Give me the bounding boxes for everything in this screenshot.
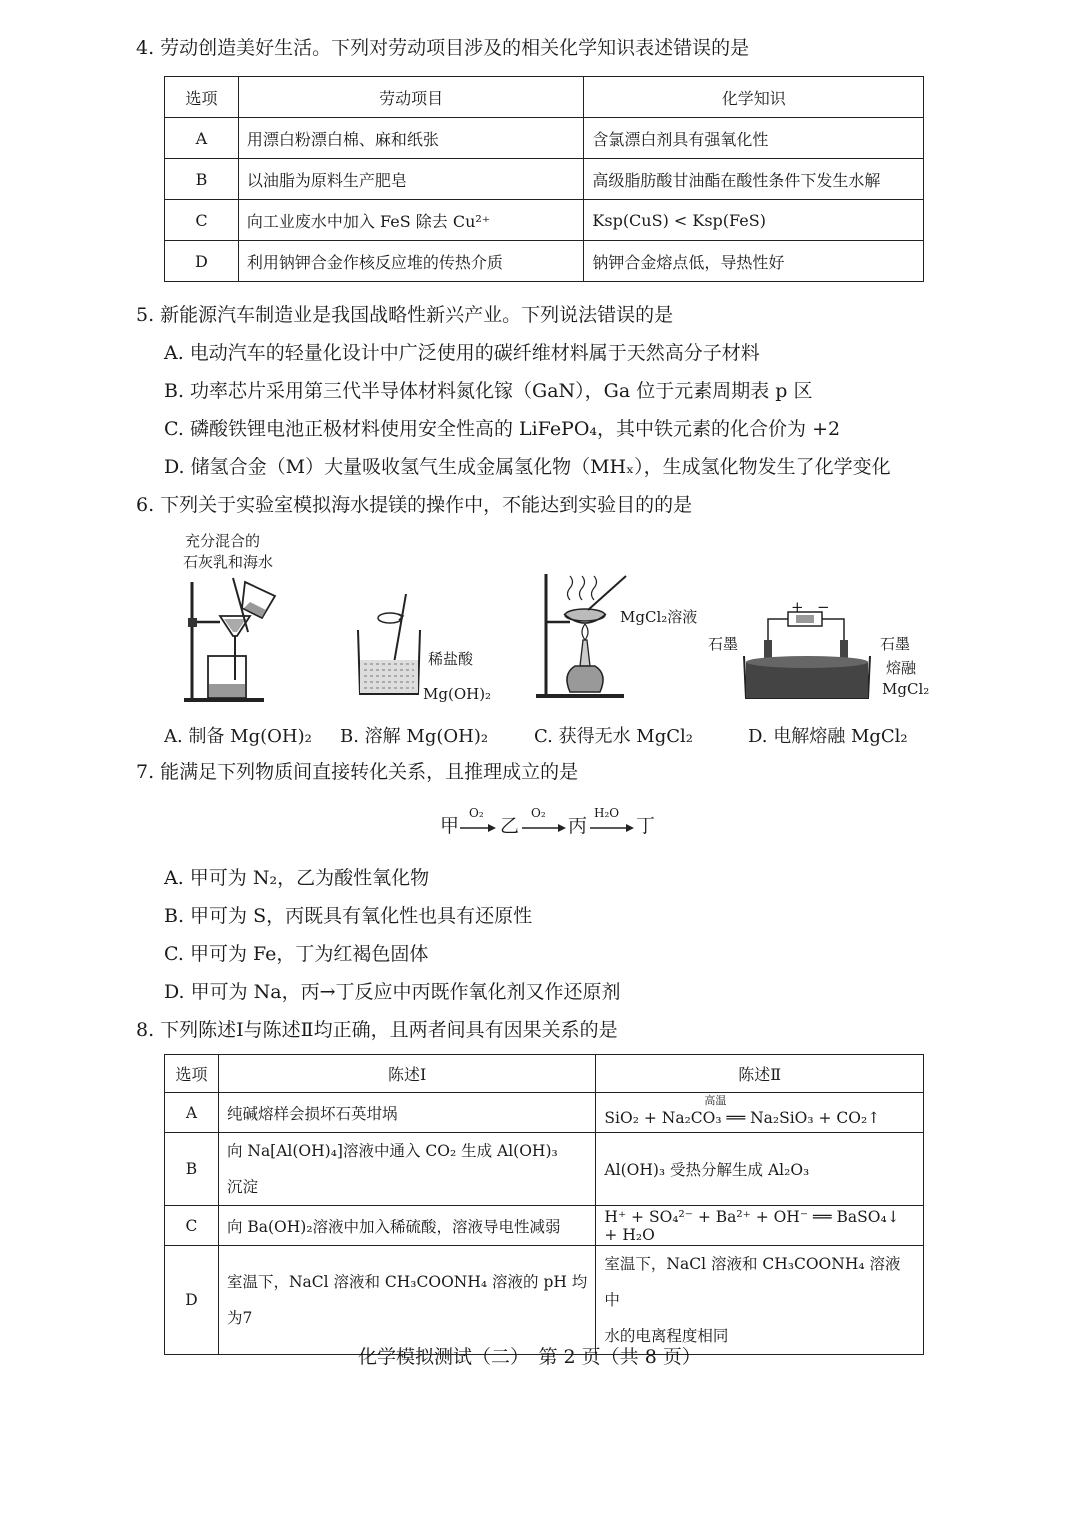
row-statement-1: 向 Ba(OH)₂溶液中加入稀硫酸，溶液导电性减弱 — [218, 1206, 595, 1246]
chain-r2: O₂ — [531, 806, 546, 820]
row-option: A — [165, 118, 239, 159]
row-option: C — [165, 200, 239, 241]
statement-line: 沉淀 — [226, 1178, 258, 1196]
q5-option-d: D. 储氢合金（M）大量吸收氢气生成金属氢化物（MHₓ），生成氢化物发生了化学变化 — [164, 456, 891, 478]
q6-caption-a: A. 制备 Mg(OH)₂ — [164, 726, 312, 747]
q6-caption-d: D. 电解熔融 MgCl₂ — [748, 726, 908, 747]
statement-line: 室温下，NaCl 溶液和 CH₃COONH₄ 溶液中 — [604, 1255, 901, 1309]
label-mgcl2-solution: MgCl₂溶液 — [620, 608, 698, 626]
q5-option-b: B. 功率芯片采用第三代半导体材料氮化镓（GaN），Ga 位于元素周期表 p 区 — [164, 380, 813, 402]
q7-option-a: A. 甲可为 N₂，乙为酸性氧化物 — [164, 867, 430, 889]
q4-table — [164, 76, 924, 282]
table-row — [165, 159, 924, 200]
header-knowledge: 化学知识 — [584, 77, 924, 118]
header-statement-2: 陈述Ⅱ — [596, 1055, 924, 1093]
chain-r1: O₂ — [469, 806, 484, 820]
label-positive-terminal: + — [791, 598, 804, 616]
q7-option-c: C. 甲可为 Fe，丁为红褐色固体 — [164, 943, 429, 965]
q6-stem: 6. 下列关于实验室模拟海水提镁的操作中，不能达到实验目的的是 — [136, 494, 693, 516]
table-row — [165, 241, 924, 282]
table-row — [165, 1133, 924, 1206]
q7-option-d: D. 甲可为 Na，丙→丁反应中丙既作氧化剂又作还原剂 — [164, 981, 621, 1003]
evaporation-apparatus-icon — [530, 570, 630, 700]
row-option: A — [165, 1093, 219, 1133]
statement-line: 向 Na[Al(OH)₄]溶液中通入 CO₂ 生成 Al(OH)₃ — [226, 1142, 558, 1160]
beaker-stirring-icon — [350, 590, 430, 710]
reaction-condition: 高温 — [704, 1094, 727, 1107]
equation: SiO₂ + Na₂CO₃ ══ Na₂SiO₃ + CO₂↑ — [604, 1108, 881, 1127]
chain-r3: H₂O — [594, 806, 620, 820]
q5-option-a: A. 电动汽车的轻量化设计中广泛使用的碳纤维材料属于天然高分子材料 — [164, 342, 760, 364]
table-row — [165, 200, 924, 241]
statement-line: 室温下，NaCl 溶液和 CH₃COONH₄ 溶液的 pH 均 — [226, 1273, 588, 1291]
label-negative-terminal: − — [817, 598, 830, 616]
header-option: 选项 — [165, 1055, 219, 1093]
q8-table — [164, 1054, 924, 1355]
label-graphite-left: 石墨 — [708, 635, 739, 653]
arrow-right-icon — [460, 824, 496, 832]
table-row — [165, 1206, 924, 1246]
statement-line: 为7 — [226, 1309, 253, 1327]
filtration-apparatus-icon — [180, 570, 290, 710]
statement-line: 水的电离程度相同 — [604, 1327, 729, 1345]
row-option: C — [165, 1206, 219, 1246]
q5-option-c: C. 磷酸铁锂电池正极材料使用安全性高的 LiFePO₄，其中铁元素的化合价为 +2 — [164, 418, 841, 440]
table-header-row — [165, 1055, 924, 1093]
table-header-row — [165, 77, 924, 118]
q6-caption-c: C. 获得无水 MgCl₂ — [534, 726, 693, 747]
table-row — [165, 1093, 924, 1133]
row-option: B — [165, 159, 239, 200]
electrolysis-cell-icon — [740, 598, 880, 703]
q4-stem: 4. 劳动创造美好生活。下列对劳动项目涉及的相关化学知识表述错误的是 — [136, 37, 750, 59]
q7-stem: 7. 能满足下列物质间直接转化关系，且推理成立的是 — [136, 761, 579, 783]
chain-a: 甲 — [440, 815, 460, 837]
label-mg-oh-2: Mg(OH)₂ — [423, 685, 492, 703]
arrow-right-icon — [522, 824, 566, 832]
row-statement-1 — [218, 1246, 595, 1355]
row-knowledge: Ksp(CuS) < Ksp(FeS) — [584, 200, 924, 241]
q7-option-b: B. 甲可为 S，丙既具有氧化性也具有还原性 — [164, 905, 533, 927]
page-footer: 化学模拟测试（二） 第 2 页（共 8 页） — [358, 1346, 701, 1368]
header-option: 选项 — [165, 77, 239, 118]
row-item: 用漂白粉漂白棉、麻和纸张 — [238, 118, 583, 159]
row-knowledge: 含氯漂白剂具有强氧化性 — [584, 118, 924, 159]
conversion-chain — [440, 806, 670, 846]
chain-b: 乙 — [500, 815, 520, 837]
q5-stem: 5. 新能源汽车制造业是我国战略性新兴产业。下列说法错误的是 — [136, 304, 674, 326]
row-knowledge: 高级脂肪酸甘油酯在酸性条件下发生水解 — [584, 159, 924, 200]
label-molten: 熔融 — [886, 659, 917, 677]
row-statement-1: 纯碱熔样会损坏石英坩埚 — [218, 1093, 595, 1133]
label-mix-2: 石灰乳和海水 — [183, 553, 274, 571]
row-statement-1 — [218, 1133, 595, 1206]
table-row — [165, 118, 924, 159]
row-statement-2: Al(OH)₃ 受热分解生成 Al₂O₃ — [596, 1133, 924, 1206]
label-mix-1: 充分混合的 — [185, 532, 261, 550]
row-item: 以油脂为原料生产肥皂 — [238, 159, 583, 200]
label-graphite-right: 石墨 — [880, 635, 911, 653]
row-statement-2: H⁺ + SO₄²⁻ + Ba²⁺ + OH⁻ ══ BaSO₄↓ + H₂O — [596, 1206, 924, 1246]
row-statement-2 — [596, 1093, 924, 1133]
header-item: 劳动项目 — [238, 77, 583, 118]
q8-stem: 8. 下列陈述Ⅰ与陈述Ⅱ均正确，且两者间具有因果关系的是 — [136, 1019, 618, 1041]
row-item: 利用钠钾合金作核反应堆的传热介质 — [238, 241, 583, 282]
chain-d: 丁 — [636, 815, 656, 837]
row-option: D — [165, 241, 239, 282]
table-row — [165, 1246, 924, 1355]
row-statement-2 — [596, 1246, 924, 1355]
header-statement-1: 陈述Ⅰ — [218, 1055, 595, 1093]
row-item: 向工业废水中加入 FeS 除去 Cu²⁺ — [238, 200, 583, 241]
row-option: D — [165, 1246, 219, 1355]
arrow-right-icon — [590, 824, 634, 832]
row-option: B — [165, 1133, 219, 1206]
row-knowledge: 钠钾合金熔点低，导热性好 — [584, 241, 924, 282]
label-dilute-hcl: 稀盐酸 — [428, 650, 474, 668]
q6-caption-b: B. 溶解 Mg(OH)₂ — [340, 726, 489, 747]
label-mgcl2-molten: MgCl₂ — [882, 680, 930, 698]
chain-c: 丙 — [568, 815, 588, 837]
